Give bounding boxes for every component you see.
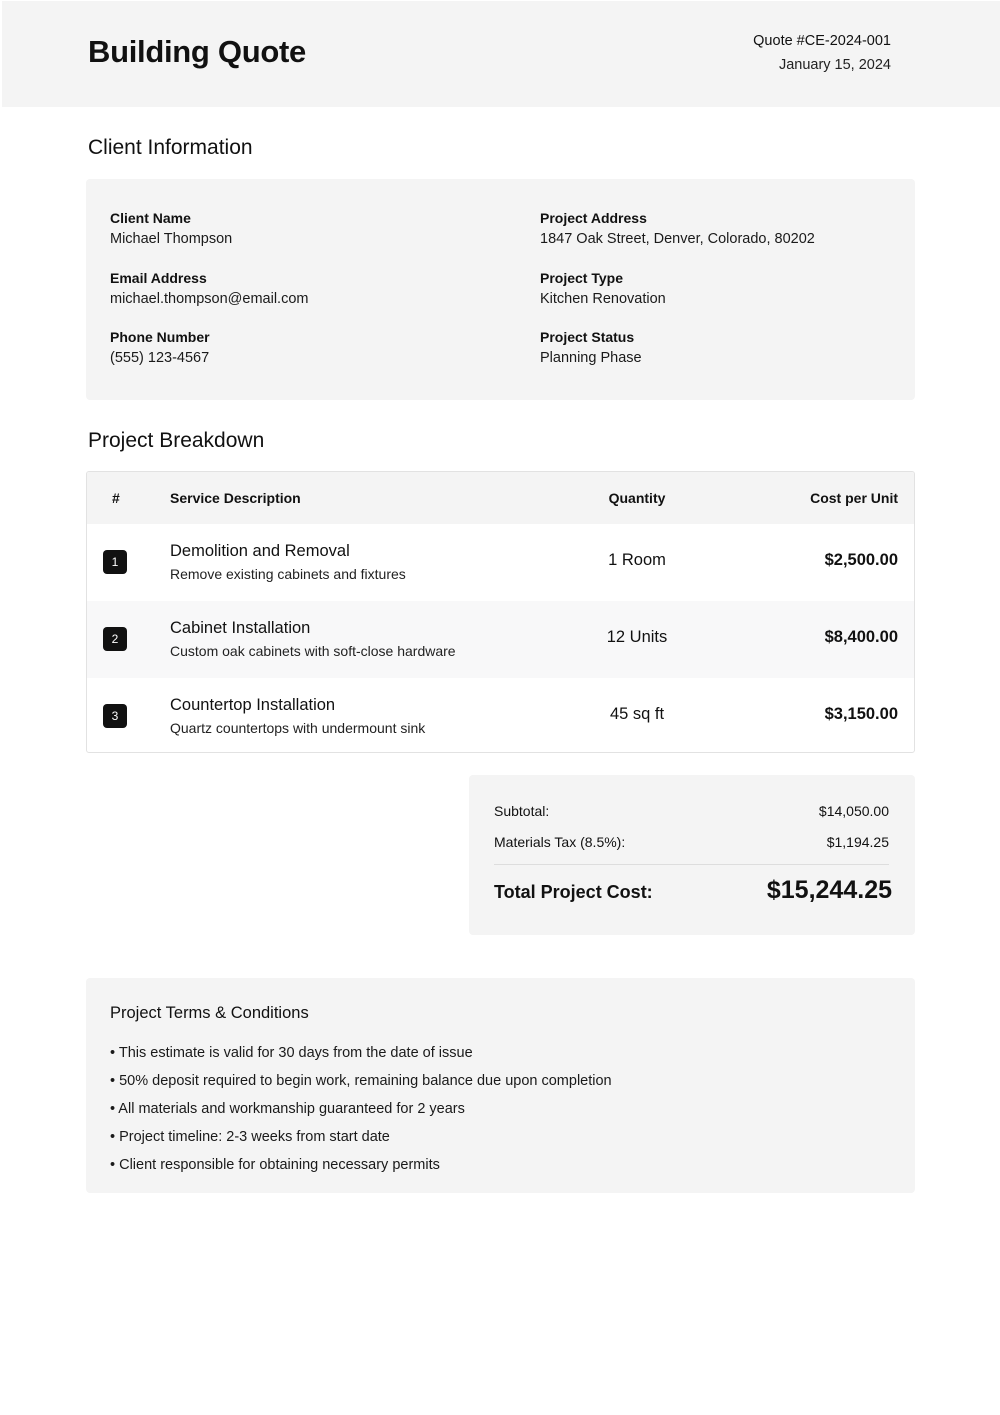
table-header	[87, 472, 914, 524]
table-row	[87, 678, 914, 753]
quote-date: January 15, 2024	[778, 57, 891, 73]
field-value: (555) 123-4567	[110, 350, 210, 366]
terms-title: Project Terms & Conditions	[110, 1004, 309, 1022]
total-cost-label: Total Project Cost:	[494, 882, 653, 902]
service-cost: $2,500.00	[824, 551, 898, 569]
service-description: Remove existing cabinets and fixtures	[170, 566, 406, 582]
totals-divider	[494, 864, 889, 865]
phone-field	[110, 329, 210, 367]
terms-item: • Client responsible for obtaining necessary permits	[110, 1157, 440, 1173]
terms-list	[110, 1039, 612, 1179]
subtotal-value: $14,050.00	[818, 803, 889, 819]
column-header-number: #	[112, 490, 120, 506]
document-title: Building Quote	[88, 34, 306, 69]
project-type-field	[540, 270, 666, 308]
quote-meta	[753, 33, 891, 74]
tax-label: Materials Tax (8.5%):	[494, 834, 626, 850]
row-number-badge: 2	[103, 627, 127, 651]
project-status-field	[540, 329, 642, 367]
field-label: Email Address	[110, 270, 207, 286]
service-quantity: 1 Room	[608, 551, 666, 569]
service-cost: $3,150.00	[824, 705, 898, 723]
client-info-card	[86, 179, 915, 400]
service-cost: $8,400.00	[824, 628, 898, 646]
service-name: Countertop Installation	[170, 696, 336, 714]
client-section-title: Client Information	[88, 136, 253, 159]
table-row	[87, 524, 914, 601]
client-name-field	[110, 210, 232, 248]
row-number-badge: 3	[103, 704, 127, 728]
subtotal-label: Subtotal:	[494, 803, 550, 819]
service-quantity: 45 sq ft	[609, 705, 665, 723]
project-address-field	[540, 210, 815, 248]
table-row	[87, 601, 914, 678]
email-field	[110, 270, 308, 308]
field-value: Michael Thompson	[110, 231, 233, 247]
total-cost-value: $15,244.25	[766, 876, 892, 904]
field-value: Kitchen Renovation	[540, 291, 666, 307]
row-number-badge: 1	[103, 550, 127, 574]
terms-item: • Project timeline: 2-3 weeks from start date	[110, 1129, 390, 1145]
document-header	[2, 1, 1000, 107]
field-value: 1847 Oak Street, Denver, Colorado, 80202	[540, 231, 815, 247]
totals-summary	[469, 775, 915, 935]
service-name: Demolition and Removal	[170, 542, 350, 560]
terms-item: • 50% deposit required to begin work, remaining balance due upon completion	[110, 1073, 612, 1089]
field-value: Planning Phase	[540, 350, 642, 366]
service-name: Cabinet Installation	[170, 619, 311, 637]
service-description: Custom oak cabinets with soft-close hardware	[170, 643, 456, 659]
terms-item: • This estimate is valid for 30 days from the date of issue	[110, 1045, 473, 1061]
service-quantity: 12 Units	[606, 628, 668, 646]
quote-number: Quote #CE-2024-001	[753, 33, 891, 49]
field-label: Phone Number	[110, 329, 210, 345]
column-header-quantity: Quantity	[608, 490, 666, 506]
field-label: Project Address	[540, 210, 647, 226]
field-label: Project Status	[540, 329, 635, 345]
field-label: Project Type	[540, 270, 623, 286]
terms-card	[86, 978, 915, 1193]
field-value: michael.thompson@email.com	[110, 291, 309, 307]
breakdown-section-title: Project Breakdown	[88, 429, 265, 452]
column-header-cost: Cost per Unit	[810, 490, 898, 506]
terms-item: • All materials and workmanship guaranteed for 2 years	[110, 1101, 465, 1117]
tax-value: $1,194.25	[826, 834, 889, 850]
field-label: Client Name	[110, 210, 191, 226]
service-description: Quartz countertops with undermount sink	[170, 720, 426, 736]
breakdown-table	[86, 471, 915, 753]
column-header-description: Service Description	[170, 490, 301, 506]
